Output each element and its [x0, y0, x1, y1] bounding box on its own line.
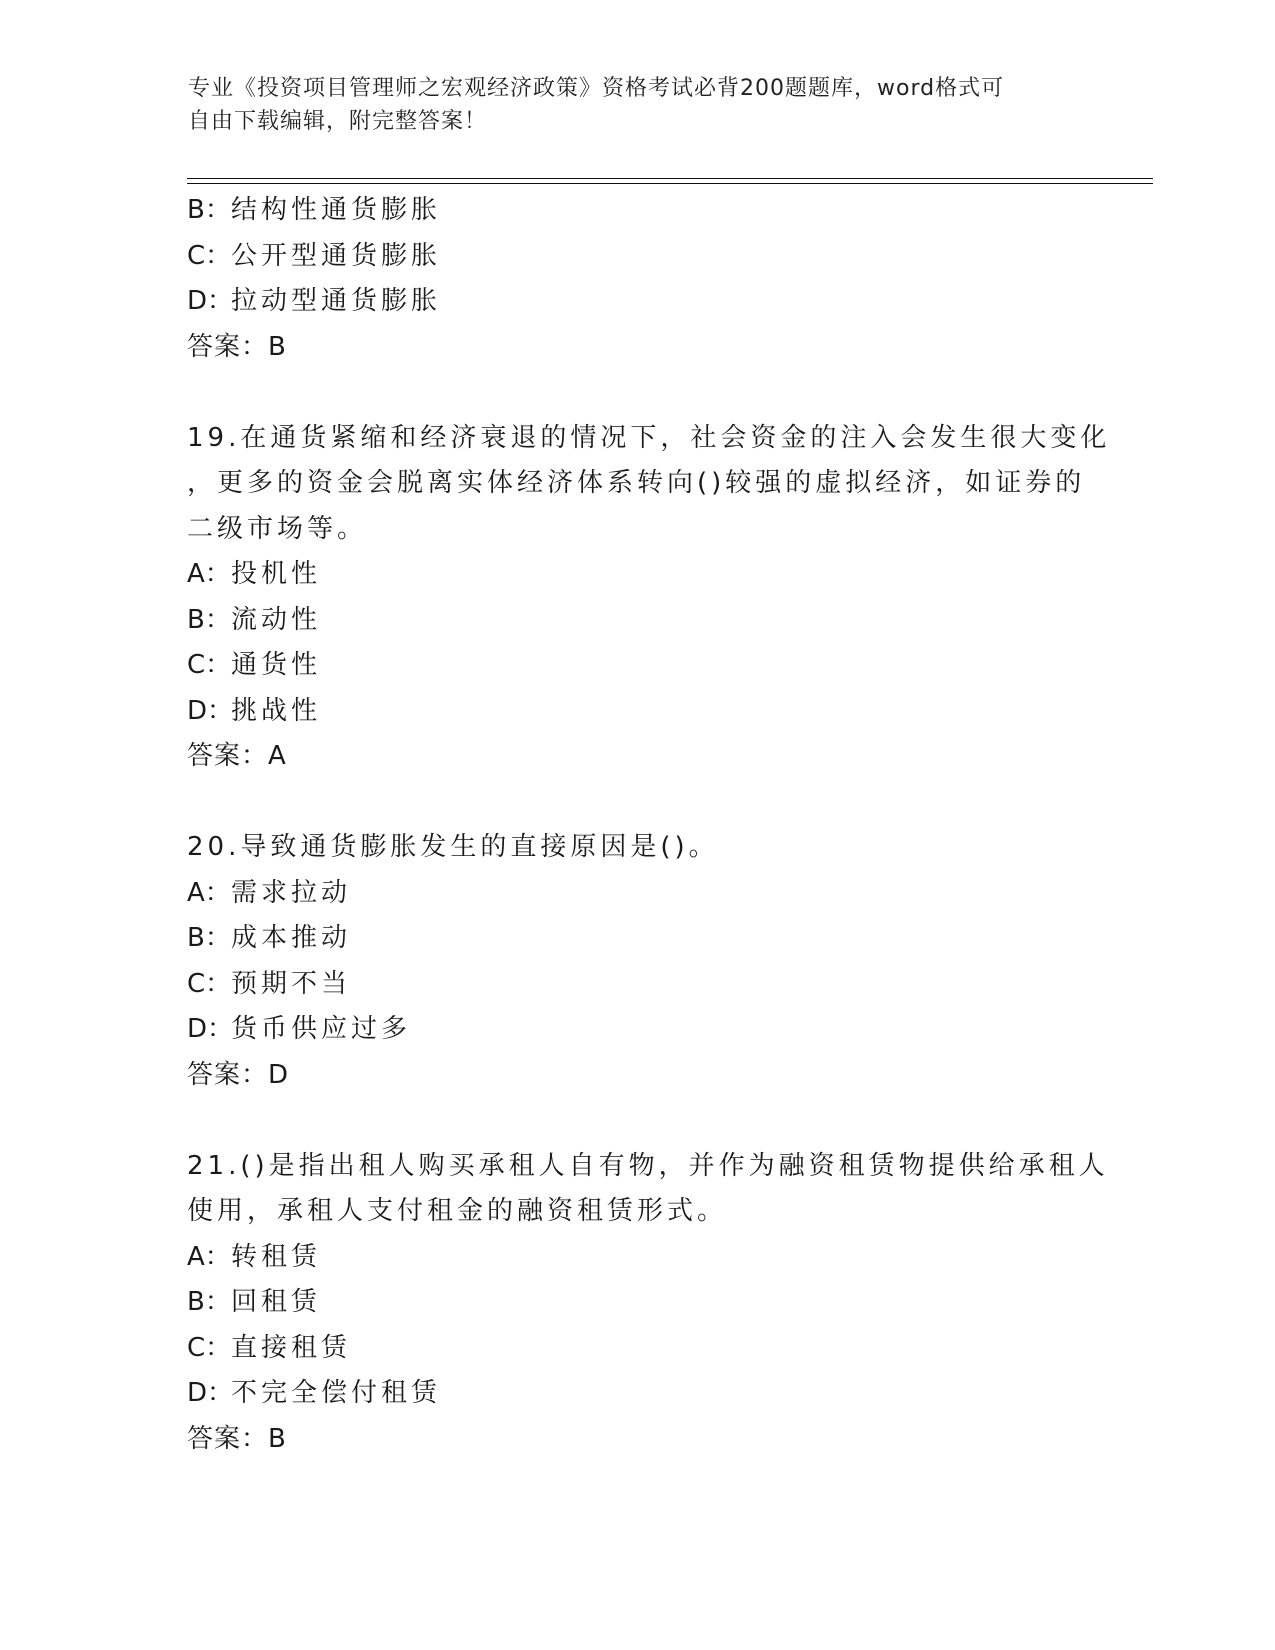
answer-line: 答案：B [187, 1423, 287, 1454]
option-key: C： [187, 1332, 232, 1363]
answer-line: 答案：B [187, 331, 287, 362]
option-key: C： [187, 968, 232, 999]
question-20 [187, 825, 1087, 1098]
option-a [187, 871, 1087, 917]
question-continued [187, 188, 1087, 370]
option-a [187, 552, 1087, 598]
document-header [188, 72, 1068, 138]
option-d [187, 279, 1087, 325]
option-key: B： [187, 1287, 231, 1317]
option-key: D： [187, 1378, 234, 1408]
option-a [187, 1235, 1087, 1281]
answer-line: 答案：D [187, 1059, 290, 1090]
option-d [187, 689, 1087, 735]
option-key: B： [187, 604, 231, 635]
option-key: B： [187, 923, 231, 953]
option-text: 货币供应过多 [231, 1014, 412, 1044]
option-text: 通货性 [231, 650, 322, 680]
answer-line: 答案：A [187, 741, 287, 771]
option-key: A： [187, 877, 231, 908]
question-text-line: ，更多的资金会脱离实体经济体系转向()较强的虚拟经济，如证券的 [187, 468, 1086, 498]
question-19 [187, 416, 1111, 780]
option-text: 预期不当 [231, 968, 352, 999]
option-key: D： [187, 695, 234, 726]
spacer [187, 1098, 1087, 1144]
option-text: 挑战性 [231, 695, 322, 726]
option-text: 回租赁 [231, 1287, 322, 1317]
option-key: C： [187, 650, 232, 680]
option-c [187, 234, 1087, 280]
spacer [187, 780, 1087, 826]
option-key: C： [187, 240, 232, 271]
header-divider-top [187, 178, 1153, 179]
option-b [187, 1280, 1087, 1326]
header-divider-bottom [187, 183, 1153, 184]
option-text: 成本推动 [231, 923, 352, 953]
option-b [187, 598, 1087, 644]
option-d [187, 1007, 1087, 1053]
option-text: 流动性 [231, 604, 322, 635]
option-text: 公开型通货膨胀 [231, 240, 442, 271]
question-text-line: 19.在通货紧缩和经济衰退的情况下，社会资金的注入会发生很大变化 [187, 422, 1111, 453]
option-c [187, 962, 1087, 1008]
question-text-line: 二级市场等。 [187, 513, 368, 544]
question-text-line: 21.()是指出租人购买承租人自有物，并作为融资租赁物提供给承租人 [187, 1150, 1109, 1181]
option-key: B： [187, 195, 231, 225]
option-text: 需求拉动 [231, 877, 352, 908]
spacer [187, 370, 1087, 416]
option-key: D： [187, 286, 234, 316]
option-c [187, 1326, 1087, 1372]
question-list [187, 188, 1111, 1462]
question-21 [187, 1144, 1109, 1463]
header-line-2: 自由下载编辑，附完整答案！ [188, 109, 488, 134]
option-key: D： [187, 1014, 234, 1044]
option-text: 不完全偿付租赁 [231, 1378, 442, 1408]
header-line-1: 专业《投资项目管理师之宏观经济政策》资格考试必背200题题库，word格式可 [188, 76, 1005, 101]
question-text-line: 使用，承租人支付租金的融资租赁形式。 [187, 1196, 728, 1226]
question-text-line: 20.导致通货膨胀发生的直接原因是()。 [187, 832, 719, 862]
option-c [187, 643, 1087, 689]
option-key: A： [187, 559, 231, 589]
option-b [187, 916, 1087, 962]
option-text: 转租赁 [231, 1241, 322, 1272]
option-text: 投机性 [231, 559, 322, 589]
option-text: 结构性通货膨胀 [231, 195, 442, 225]
option-text: 直接租赁 [231, 1332, 352, 1363]
option-d [187, 1371, 1087, 1417]
option-text: 拉动型通货膨胀 [231, 286, 442, 316]
option-key: A： [187, 1241, 231, 1272]
option-b [187, 188, 1087, 234]
